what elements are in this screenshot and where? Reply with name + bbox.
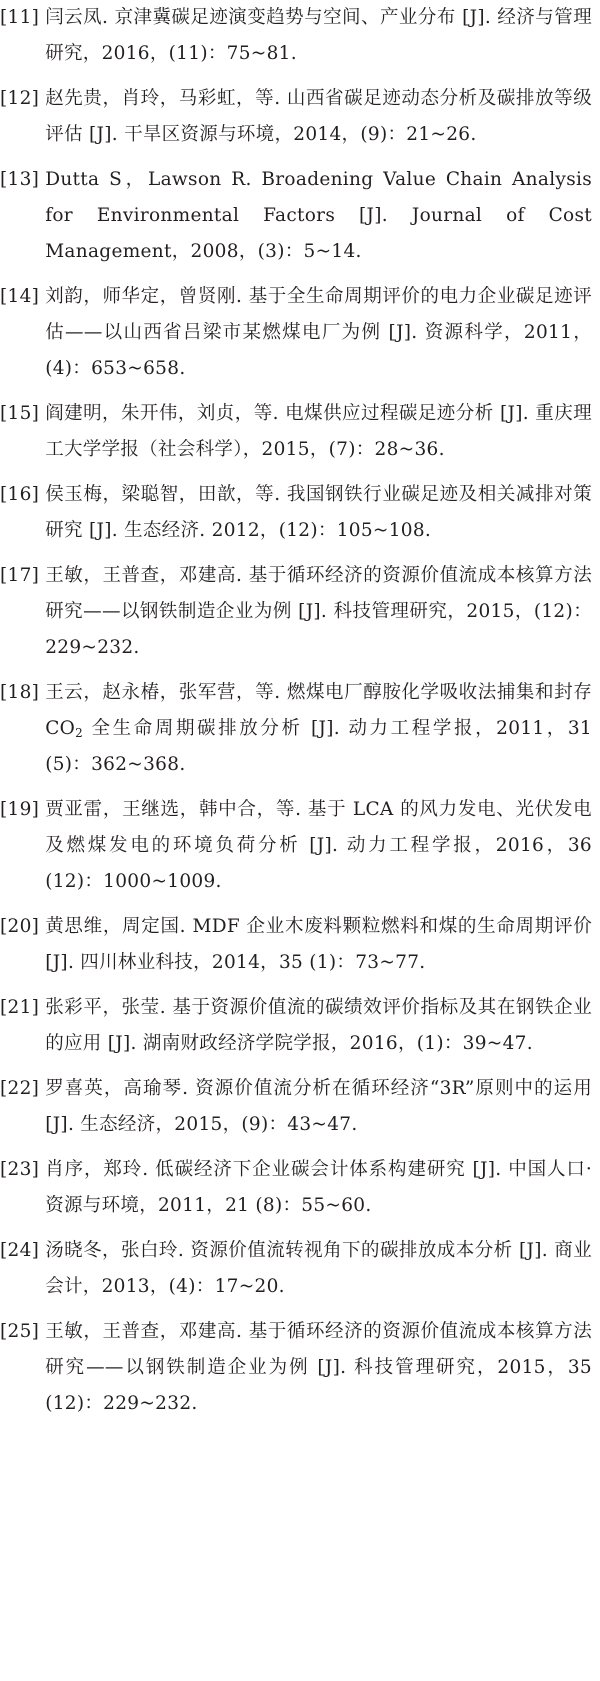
reference-item [0,396,592,468]
reference-item [0,1233,592,1305]
reference-text: 阎建明，朱开伟，刘贞，等. 电煤供应过程碳足迹分析 [J]. 重庆理工大学学报（社会科学），2015，(7)：28~36. [45,403,592,460]
reference-number: [15] [0,403,40,424]
reference-number: [13] [0,169,40,190]
reference-text: 张彩平，张莹. 基于资源价值流的碳绩效评价指标及其在钢铁企业的应用 [J]. 湖南财政经济学院学报，2016，(1)：39~47. [45,997,592,1054]
reference-text: 闫云凤. 京津冀碳足迹演变趋势与空间、产业分布 [J]. 经济与管理研究，2016，(11)：75~81. [45,7,592,64]
reference-text: 刘韵，师华定，曾贤刚. 基于全生命周期评价的电力企业碳足迹评估——以山西省吕梁市某燃煤电厂为例 [J]. 资源科学，2011，(4)：653~658. [45,286,592,379]
reference-number: [20] [0,916,40,937]
reference-text: 王敏，王普查，邓建高. 基于循环经济的资源价值流成本核算方法研究——以钢铁制造企业为例 [J]. 科技管理研究，2015，(12)：229~232. [45,565,592,658]
reference-number: [18] [0,682,40,703]
reference-item [0,0,592,72]
reference-text-part: 全生命周期碳排放分析 [J]. 动力工程学报，2011，31 (5)：362~368. [45,718,592,775]
reference-item [0,909,592,981]
reference-item [0,1071,592,1143]
reference-number: [23] [0,1159,40,1180]
reference-item [0,1314,592,1422]
reference-text: 侯玉梅，梁聪智，田歆，等. 我国钢铁行业碳足迹及相关减排对策研究 [J]. 生态经济. 2012，(12)：105~108. [45,484,592,541]
reference-text: 赵先贵，肖玲，马彩虹，等. 山西省碳足迹动态分析及碳排放等级评估 [J]. 干旱区资源与环境，2014，(9)：21~26. [45,88,592,145]
reference-number: [19] [0,799,40,820]
reference-item [0,558,592,666]
reference-number: [12] [0,88,40,109]
reference-item [0,675,592,783]
reference-item [0,1152,592,1224]
reference-number: [22] [0,1078,40,1099]
reference-number: [14] [0,286,40,307]
reference-text: 王敏，王普查，邓建高. 基于循环经济的资源价值流成本核算方法研究——以钢铁制造企业为例 [J]. 科技管理研究，2015，35 (12)：229~232. [45,1321,592,1414]
reference-text: 肖序，郑玲. 低碳经济下企业碳会计体系构建研究 [J]. 中国人口·资源与环境，2011，21 (8)：55~60. [45,1159,592,1216]
reference-item [0,990,592,1062]
reference-text-part: 王云，赵永椿，张军营，等. 燃煤电厂醇胺化学吸收法捕集和封存 CO [45,682,592,739]
reference-item [0,81,592,153]
reference-number: [24] [0,1240,40,1261]
reference-item [0,279,592,387]
reference-text: 贾亚雷，王继选，韩中合，等. 基于 LCA 的风力发电、光伏发电及燃煤发电的环境负荷分析 [J]. 动力工程学报，2016，36 (12)：1000~1009. [45,799,592,892]
reference-number: [16] [0,484,40,505]
reference-item [0,162,592,270]
reference-item [0,477,592,549]
reference-number: [21] [0,997,40,1018]
reference-text: 罗喜英，高瑜琴. 资源价值流分析在循环经济“3R”原则中的运用 [J]. 生态经济，2015，(9)：43~47. [45,1078,592,1135]
subscript: 2 [75,726,84,740]
reference-text [45,675,592,783]
reference-number: [17] [0,565,40,586]
reference-text: 汤晓冬，张白玲. 资源价值流转视角下的碳排放成本分析 [J]. 商业会计，2013，(4)：17~20. [45,1240,592,1297]
reference-item [0,792,592,900]
reference-number: [25] [0,1321,40,1342]
reference-text: Dutta S，Lawson R. Broadening Value Chain Analysis for Environmental Factors [J]. Journal of Cost Management，2008，(3)：5~14. [45,169,592,262]
reference-number: [11] [0,7,40,28]
reference-text: 黄思维，周定国. MDF 企业木废料颗粒燃料和煤的生命周期评价 [J]. 四川林业科技，2014，35 (1)：73~77. [45,916,592,973]
